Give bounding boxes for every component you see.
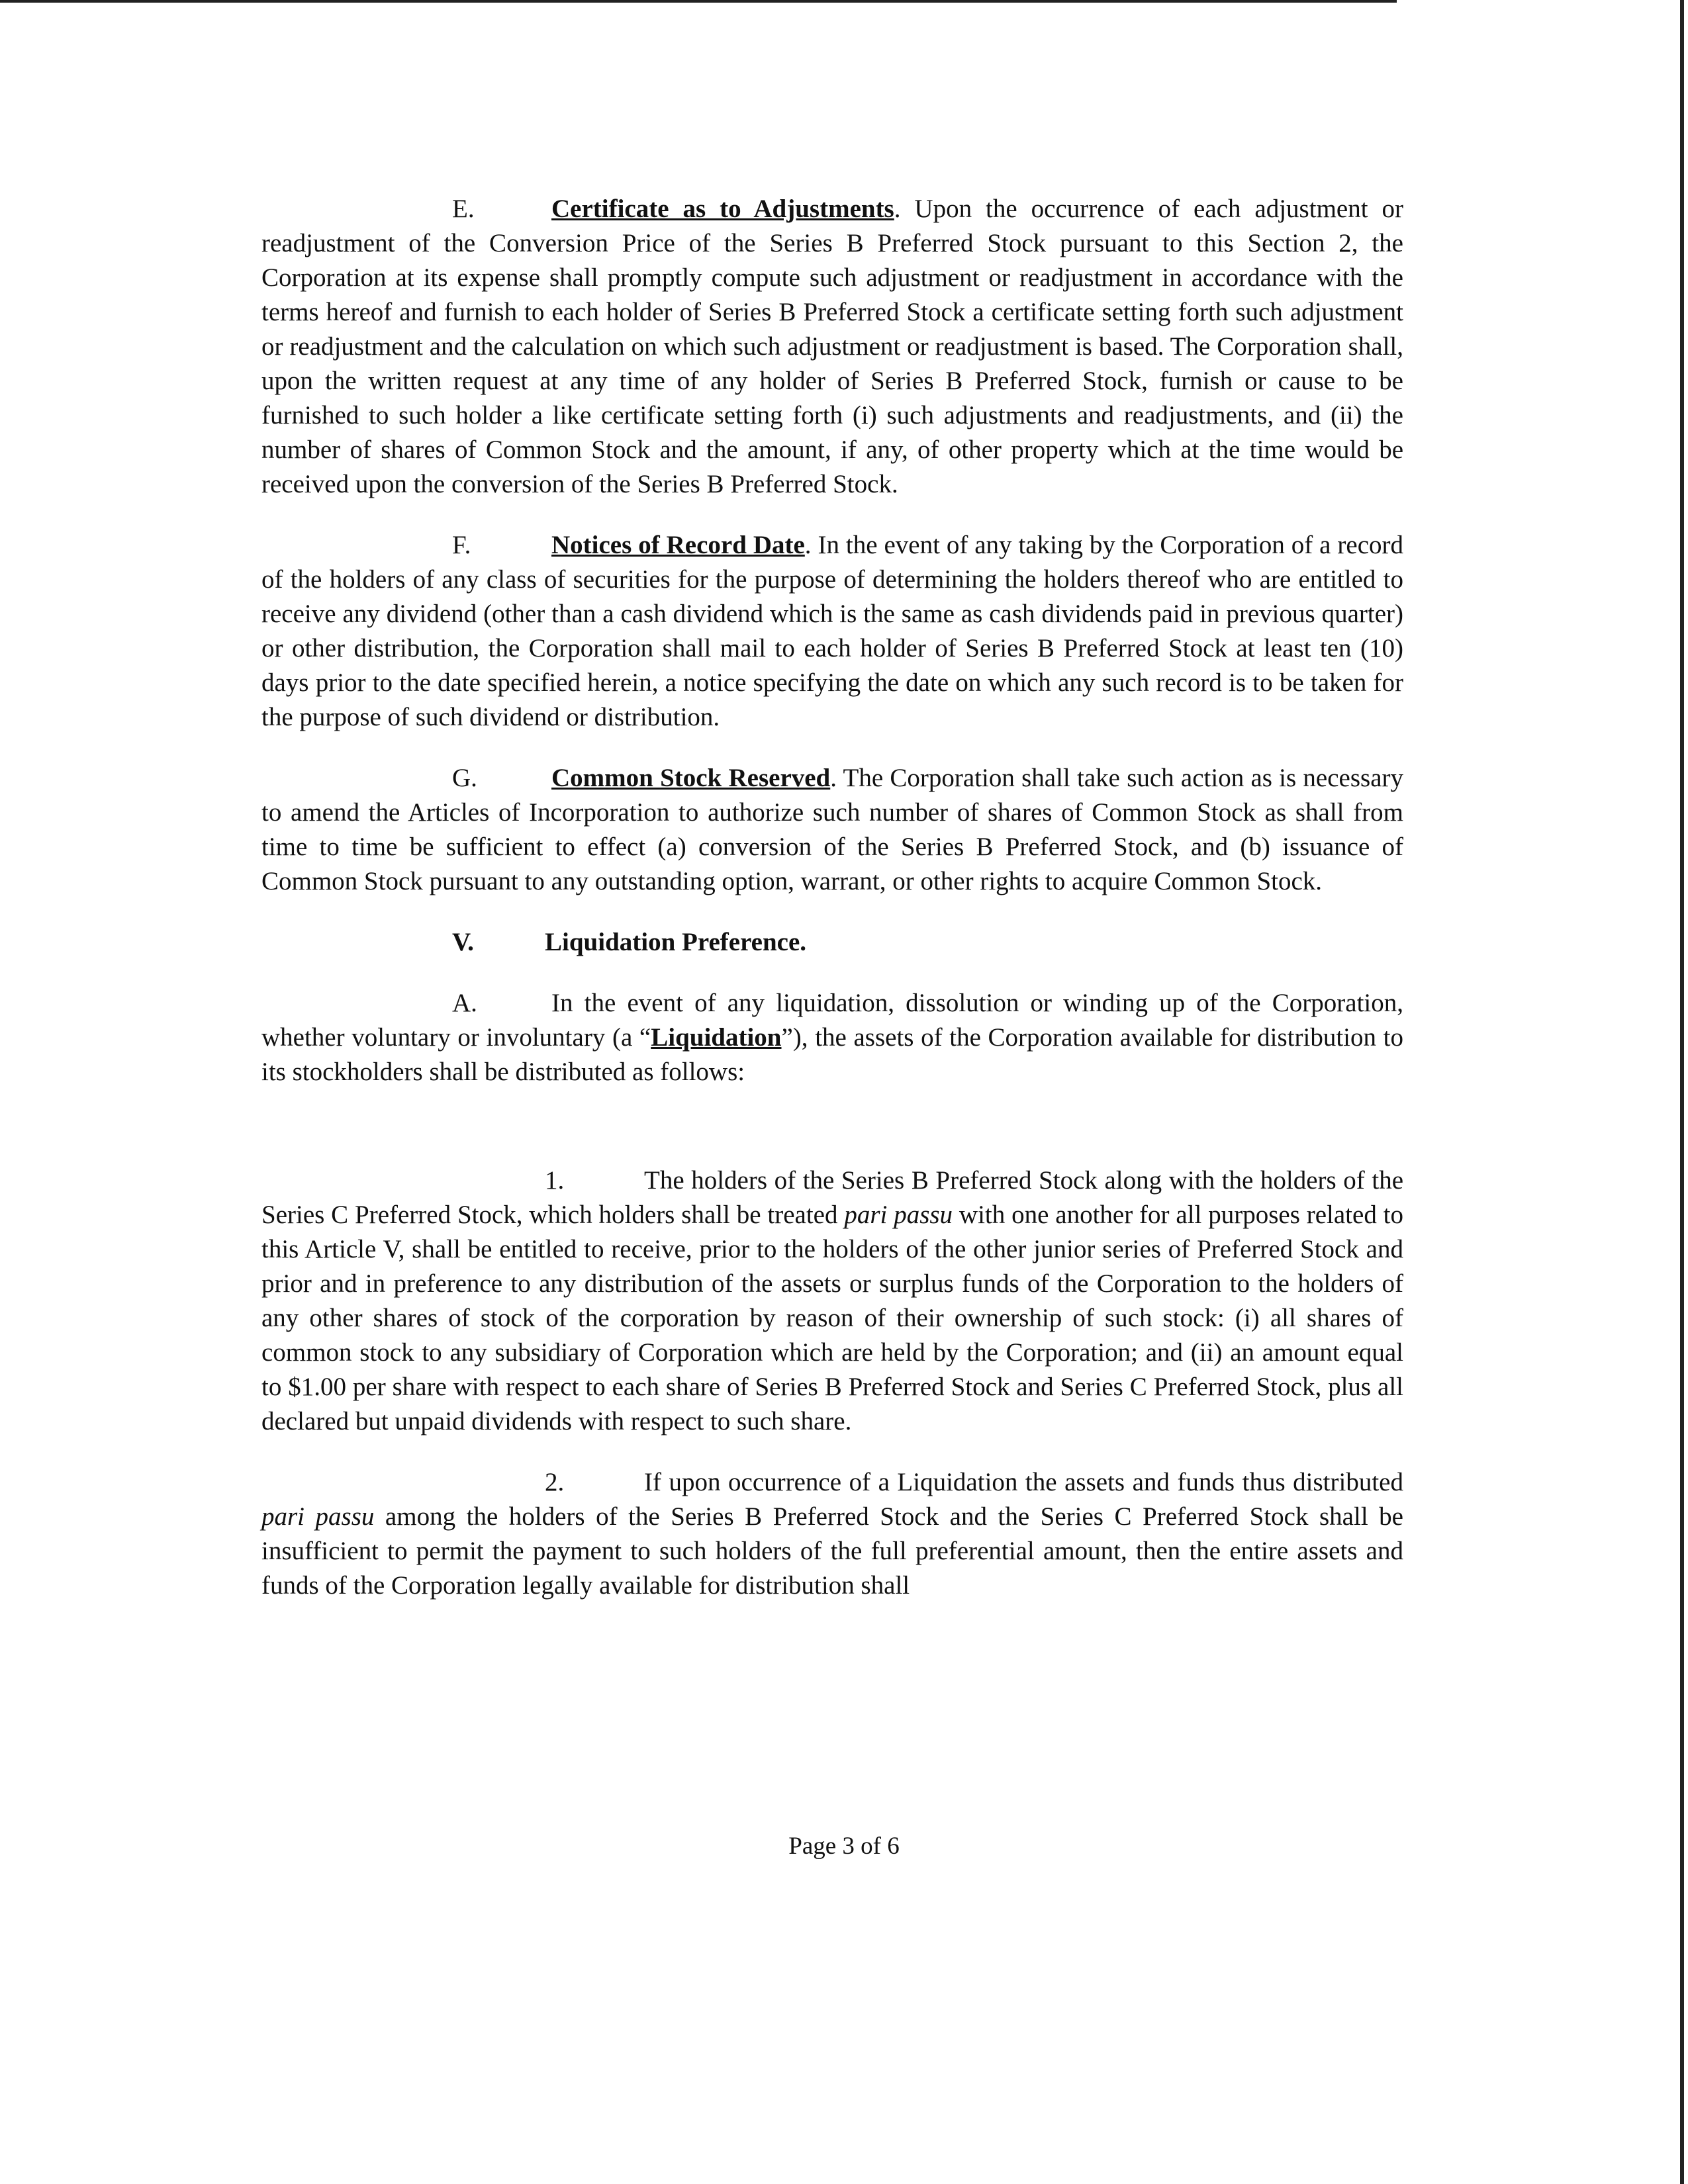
paragraph-f-text: . In the event of any taking by the Corporation of a record of the holders of any class of securities for the purpose of determining the holders thereof who are entitled to receive any dividend (other than a cash dividend which is the same as cash dividends paid in previous quarter) or other distribution, the Corporation shall mail to each holder of Series B Preferred Stock at least ten (10) days prior to the date specified herein, a notice specifying the date on which any such record is to be taken for the purpose of such dividend or distribution.: [261, 531, 1403, 731]
paragraph-a-text-before: In the event of any liquidation, dissolution or winding up of the Corporation, whether voluntary or involuntary (a “: [261, 989, 1403, 1052]
paragraph-a-label: A.: [452, 989, 477, 1017]
paragraph-a-text-after: ”), the assets of the Corporation available for distribution to its stockholders shall be distributed as follows:: [261, 1023, 1403, 1086]
paragraph-2-label: 2.: [545, 1468, 565, 1496]
paragraph-e-text: . Upon the occurrence of each adjustment or readjustment of the Conversion Price of the Series B Preferred Stock pursuant to this Section 2, the Corporation at its expense shall promptly compute such adjustment or readjustment in accordance with the terms hereof and furnish to each holder of Series B Preferred Stock a certificate setting forth such adjustment or readjustment and the calculation on which such adjustment or readjustment is based. The Corporation shall, upon the written request at any time of any holder of Series B Preferred Stock, furnish or cause to be furnished to such holder a like certificate setting forth (i) such adjustments and readjustments, and (ii) the number of shares of Common Stock and the amount, if any, of other property which at the time would be received upon the conversion of the Series B Preferred Stock.: [261, 195, 1403, 498]
paragraph-1-text-after: with one another for all purposes related to this Article V, shall be entitled to receive, prior to the holders of the other junior series of Preferred Stock and prior and in preference to any distribution of the assets or surplus funds of the Corporation to the holders of any other shares of stock of the corporation by reason of their ownership of such stock: (i) all shares of common stock to any subsidiary of Corporation which are held by the Corporation; and (ii) an amount equal to $1.00 per share with respect to each share of Series B Preferred Stock and Series C Preferred Stock, plus all declared but unpaid dividends with respect to such share.: [261, 1201, 1404, 1435]
paragraph-e-heading: Certificate as to Adjustments: [551, 195, 894, 223]
paragraph-g-heading: Common Stock Reserved: [551, 764, 831, 792]
paragraph-a: [261, 986, 1403, 1089]
document-page: [261, 192, 1403, 1603]
paragraph-1-italic-term: pari passu: [844, 1201, 953, 1229]
paragraph-f-heading: Notices of Record Date: [551, 531, 805, 559]
section-v-heading: [261, 925, 1403, 960]
paragraph-2-italic-term: pari passu: [261, 1502, 375, 1531]
paragraph-e-label: E.: [452, 195, 475, 223]
page-footer: Page 3 of 6: [788, 1833, 900, 1860]
paragraph-2-text-before: If upon occurrence of a Liquidation the assets and funds thus distributed: [644, 1468, 1403, 1496]
paragraph-1: [261, 1163, 1403, 1439]
paragraph-2: [261, 1465, 1403, 1603]
paragraph-e: [261, 192, 1403, 502]
paragraph-g-label: G.: [452, 764, 477, 792]
paragraph-f: [261, 528, 1403, 735]
section-v-title: Liquidation Preference.: [545, 928, 807, 956]
paragraph-1-text-before: The holders of the Series B Preferred Stock along with the holders of the Series C Preferred Stock, which holders shall be treated: [261, 1166, 1403, 1229]
paragraph-g-text: . The Corporation shall take such action as is necessary to amend the Articles of Incorporation to authorize such number of shares of Common Stock as shall from time to time be sufficient to effect (a) conversion of the Series B Preferred Stock, and (b) issuance of Common Stock pursuant to any outstanding option, warrant, or other rights to acquire Common Stock.: [261, 764, 1403, 895]
paragraph-f-label: F.: [452, 531, 471, 559]
paragraph-g: [261, 761, 1403, 899]
section-v-label: V.: [452, 928, 474, 956]
paragraph-1-label: 1.: [545, 1166, 565, 1195]
scan-top-border: [0, 0, 1397, 3]
liquidation-defined-term: Liquidation: [651, 1023, 782, 1052]
paragraph-2-text-after: among the holders of the Series B Preferred Stock and the Series C Preferred Stock shall be insufficient to permit the payment to such holders of the full preferential amount, then the entire assets and funds of the Corporation legally available for distribution shall: [261, 1502, 1403, 1600]
